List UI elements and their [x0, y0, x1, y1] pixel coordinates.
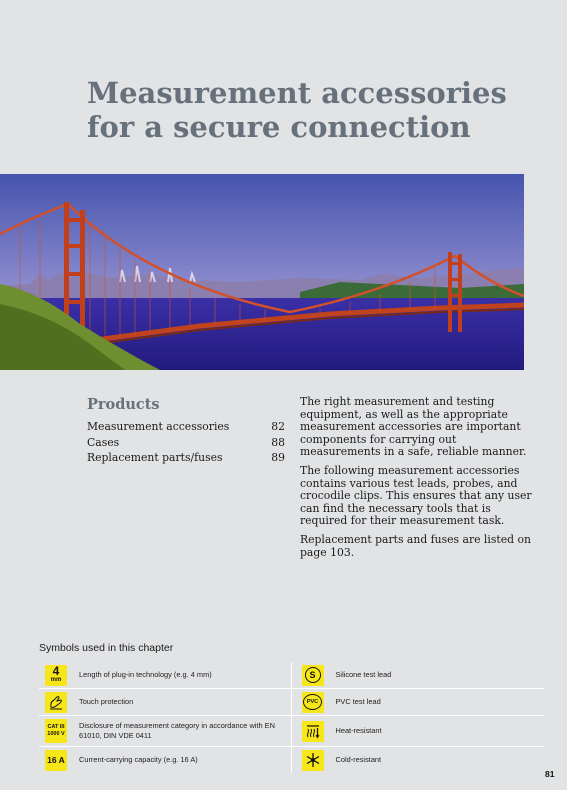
symbol-description: Length of plug-in technology (e.g. 4 mm): [79, 670, 212, 679]
title-line-2: for a secure connection: [87, 110, 471, 144]
symbol-row: [292, 747, 545, 773]
symbol-description: Current-carrying capacity (e.g. 16 A): [79, 755, 198, 764]
intro-paragraph: The following measurement accessories contains various test leads, probes, and crocodile clips. This ensures that any user can find the necessary tools that is required for their measurement task.: [300, 463, 532, 528]
product-item[interactable]: [87, 450, 285, 466]
symbols-heading: Symbols used in this chapter: [39, 642, 174, 654]
bridge-photo: [0, 174, 524, 370]
symbol-row: [39, 689, 292, 716]
symbol-description: PVC test lead: [335, 697, 381, 706]
product-page: 88: [271, 435, 285, 449]
symbol-row: [292, 716, 545, 747]
silicone-lead-icon: S: [302, 665, 324, 686]
symbol-description: Touch protection: [79, 697, 134, 706]
symbol-description: Heat-resistant: [335, 726, 382, 735]
touch-protection-icon: [45, 692, 67, 713]
product-item[interactable]: [87, 419, 285, 435]
title-line-1: Measurement accessories: [87, 76, 507, 110]
symbol-row: [39, 747, 292, 773]
symbol-row: [292, 662, 545, 689]
intro-paragraph: Replacement parts and fuses are listed on page 103.: [300, 532, 531, 559]
products-list: [87, 419, 285, 466]
products-heading: Products: [87, 396, 160, 413]
product-page: 82: [271, 420, 285, 433]
product-label: Cases: [87, 435, 120, 449]
current-capacity-icon: 16 A: [45, 750, 67, 771]
product-label: Measurement accessories: [87, 420, 230, 433]
symbol-description: Cold-resistant: [335, 755, 382, 764]
page-number: 81: [545, 769, 555, 779]
plug-length-icon: 4 mm: [45, 665, 67, 686]
product-item[interactable]: [87, 435, 285, 451]
symbols-table: [39, 662, 544, 773]
product-label: Replacement parts/fuses: [87, 451, 223, 464]
symbol-row: [39, 716, 292, 747]
pvc-lead-icon: PVC: [302, 692, 324, 713]
page-title: [87, 76, 507, 144]
symbol-description: Silicone test lead: [335, 670, 392, 679]
symbol-row: [292, 689, 545, 716]
heat-resistant-icon: [302, 721, 324, 742]
cold-resistant-icon: [302, 750, 324, 771]
symbol-row: [39, 662, 292, 689]
measurement-category-icon: CAT III 1000 V: [45, 719, 67, 743]
symbol-description: Disclosure of measurement category in accordance with EN 61010, DIN VDE 0411: [79, 721, 275, 740]
product-page: 89: [271, 451, 285, 464]
intro-paragraph: The right measurement and testing equipment, as well as the appropriate measurement accessories are important components for carrying out measurements in a safe, reliable manner.: [300, 395, 527, 459]
intro-text: [300, 396, 532, 565]
